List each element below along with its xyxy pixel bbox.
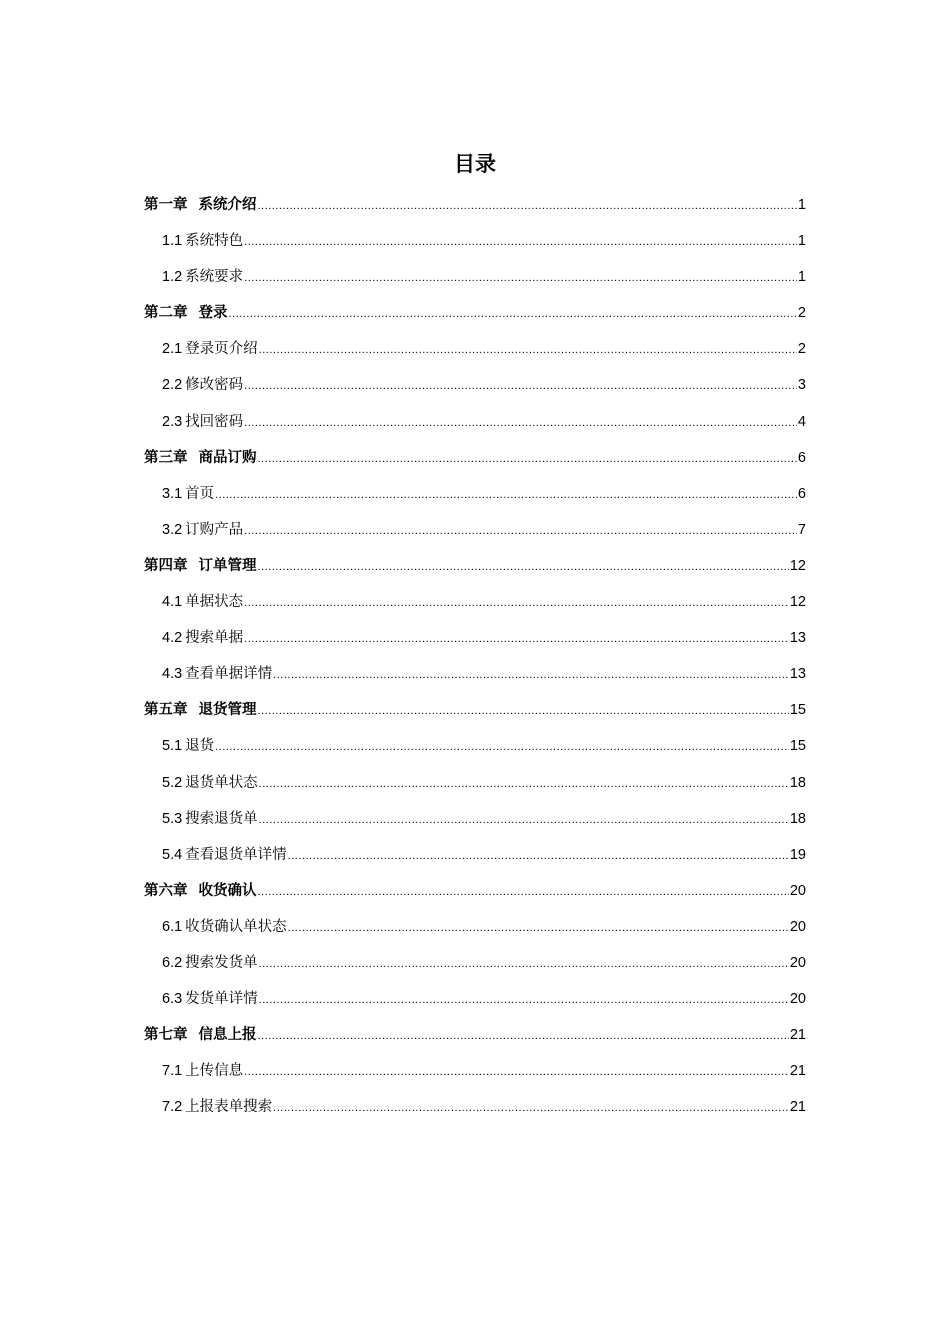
dot-leader: [258, 441, 797, 477]
toc-entry-label: [162, 656, 272, 692]
toc-entry-number: 7.2: [162, 1099, 183, 1116]
toc-section-entry[interactable]: [144, 1053, 806, 1089]
toc-entry-label: [162, 837, 287, 873]
toc-section-entry[interactable]: [144, 584, 806, 620]
toc-entry-page-number: 1: [797, 197, 806, 213]
toc-entry-label: [162, 981, 258, 1017]
dot-leader: [258, 188, 797, 224]
toc-entry-title: 上报表单搜索: [185, 1099, 273, 1116]
toc-entry-label: [144, 548, 257, 584]
toc-section-entry[interactable]: [144, 765, 806, 801]
toc-entry-title: 系统要求: [185, 269, 244, 286]
dot-leader: [244, 621, 789, 657]
dot-leader: [288, 838, 789, 874]
toc-entry-number: 第四章: [144, 557, 188, 574]
toc-entry-title: 登录页介绍: [185, 341, 258, 358]
toc-chapter-entry[interactable]: [144, 692, 806, 728]
dot-leader: [259, 766, 789, 802]
toc-entry-page-number: 2: [797, 305, 806, 322]
toc-entry-label: [162, 801, 258, 837]
table-of-contents: [144, 187, 806, 1125]
toc-entry-page-number: 21: [789, 1063, 806, 1080]
toc-section-entry[interactable]: [144, 981, 806, 1017]
toc-entry-number: 第三章: [144, 449, 188, 466]
toc-section-entry[interactable]: [144, 1089, 806, 1125]
toc-section-entry[interactable]: [144, 837, 806, 873]
toc-entry-number: 第五章: [144, 702, 188, 719]
toc-section-entry[interactable]: [144, 331, 806, 367]
toc-title: 目录: [454, 152, 496, 176]
toc-entry-label: [162, 620, 243, 656]
toc-entry-label: [144, 187, 257, 223]
dot-leader: [258, 549, 789, 585]
toc-entry-label: [162, 512, 243, 548]
toc-entry-title: 系统特色: [185, 233, 244, 250]
toc-entry-page-number: 12: [789, 594, 806, 611]
dot-leader: [244, 585, 789, 621]
toc-entry-page-number: 1: [797, 233, 806, 250]
toc-chapter-entry[interactable]: [144, 187, 806, 223]
toc-entry-page-number: 3: [797, 377, 806, 394]
dot-leader: [244, 368, 797, 404]
toc-entry-title: 首页: [185, 485, 215, 502]
toc-entry-page-number: 1: [797, 269, 806, 286]
toc-entry-number: 第七章: [144, 1027, 188, 1044]
toc-entry-title: 修改密码: [185, 377, 244, 394]
toc-entry-title: 退货: [185, 738, 215, 755]
toc-entry-page-number: 21: [789, 1027, 806, 1044]
toc-entry-title: 商品订购: [198, 449, 257, 466]
toc-entry-title: 查看退货单详情: [185, 846, 287, 863]
toc-entry-number: 4.2: [162, 630, 183, 647]
toc-entry-label: [144, 440, 257, 476]
toc-entry-page-number: 6: [797, 485, 806, 502]
dot-leader: [259, 332, 797, 368]
toc-entry-number: 7.1: [162, 1063, 183, 1080]
toc-entry-title: 收货确认: [198, 882, 257, 899]
toc-entry-title: 退货单状态: [185, 774, 258, 791]
toc-entry-label: [162, 1053, 243, 1089]
toc-entry-number: 5.1: [162, 738, 183, 755]
toc-section-entry[interactable]: [144, 404, 806, 440]
toc-entry-title: 发货单详情: [185, 991, 258, 1008]
dot-leader: [244, 224, 797, 260]
toc-entry-title: 上传信息: [185, 1063, 244, 1080]
dot-leader: [215, 477, 797, 513]
toc-entry-page-number: 7: [797, 521, 806, 538]
dot-leader: [273, 1090, 789, 1126]
toc-chapter-entry[interactable]: [144, 548, 806, 584]
toc-entry-page-number: 13: [789, 630, 806, 647]
toc-chapter-entry[interactable]: [144, 440, 806, 476]
toc-entry-label: [162, 945, 258, 981]
dot-leader: [259, 946, 789, 982]
toc-entry-number: 4.1: [162, 594, 183, 611]
toc-chapter-entry[interactable]: [144, 873, 806, 909]
toc-section-entry[interactable]: [144, 476, 806, 512]
dot-leader: [244, 405, 797, 441]
toc-chapter-entry[interactable]: [144, 295, 806, 331]
toc-entry-page-number: 18: [789, 774, 806, 791]
toc-entry-title: 订购产品: [185, 521, 244, 538]
toc-entry-page-number: 20: [789, 991, 806, 1008]
toc-entry-number: 第六章: [144, 882, 188, 899]
toc-entry-number: 6.3: [162, 991, 183, 1008]
toc-entry-title: 单据状态: [185, 594, 244, 611]
toc-entry-page-number: 13: [789, 666, 806, 683]
toc-entry-label: [162, 476, 214, 512]
dot-leader: [288, 910, 789, 946]
toc-entry-number: 1.2: [162, 269, 183, 286]
toc-entry-title: 系统介绍: [198, 197, 257, 213]
toc-entry-page-number: 15: [789, 702, 806, 719]
toc-entry-page-number: 21: [789, 1099, 806, 1116]
toc-entry-page-number: 6: [797, 449, 806, 466]
toc-entry-title: 查看单据详情: [185, 666, 273, 683]
toc-entry-number: 5.3: [162, 810, 183, 827]
toc-section-entry[interactable]: [144, 512, 806, 548]
toc-entry-label: [144, 1017, 257, 1053]
toc-entry-page-number: 2: [797, 341, 806, 358]
dot-leader: [244, 260, 797, 296]
toc-entry-number: 6.2: [162, 954, 183, 971]
toc-entry-title: 搜索单据: [185, 630, 244, 647]
toc-section-entry[interactable]: [144, 945, 806, 981]
toc-section-entry[interactable]: [144, 620, 806, 656]
toc-section-entry[interactable]: [144, 909, 806, 945]
toc-entry-label: [162, 728, 214, 764]
toc-entry-number: 5.2: [162, 774, 183, 791]
dot-leader: [273, 657, 789, 693]
toc-entry-label: [162, 404, 243, 440]
toc-entry-number: 第二章: [144, 305, 188, 322]
toc-entry-page-number: 19: [789, 846, 806, 863]
toc-entry-title: 搜索退货单: [185, 810, 258, 827]
toc-entry-label: [162, 1089, 272, 1125]
toc-entry-number: 3.1: [162, 485, 183, 502]
toc-entry-page-number: 15: [789, 738, 806, 755]
toc-entry-number: 2.2: [162, 377, 183, 394]
toc-entry-title: 订单管理: [198, 557, 257, 574]
dot-leader: [229, 296, 797, 332]
toc-entry-number: 第一章: [144, 197, 188, 213]
toc-entry-number: 3.2: [162, 521, 183, 538]
toc-entry-label: [162, 367, 243, 403]
toc-section-entry[interactable]: [144, 259, 806, 295]
toc-section-entry[interactable]: [144, 801, 806, 837]
toc-entry-label: [162, 331, 258, 367]
dot-leader: [259, 982, 789, 1018]
toc-entry-page-number: 20: [789, 954, 806, 971]
dot-leader: [258, 874, 789, 910]
toc-section-entry[interactable]: [144, 656, 806, 692]
toc-entry-label: [162, 765, 258, 801]
toc-entry-page-number: 4: [797, 413, 806, 430]
toc-entry-label: [144, 692, 257, 728]
toc-entry-number: 4.3: [162, 666, 183, 683]
toc-entry-title: 登录: [198, 305, 228, 322]
dot-leader: [259, 802, 789, 838]
dot-leader: [244, 513, 797, 549]
toc-entry-page-number: 12: [789, 557, 806, 574]
toc-entry-page-number: 20: [789, 882, 806, 899]
toc-section-entry[interactable]: [144, 223, 806, 259]
toc-entry-title: 搜索发货单: [185, 954, 258, 971]
toc-section-entry[interactable]: [144, 367, 806, 403]
toc-entry-label: [162, 584, 243, 620]
toc-chapter-entry[interactable]: [144, 1017, 806, 1053]
toc-entry-label: [162, 909, 287, 945]
toc-entry-number: 5.4: [162, 846, 183, 863]
dot-leader: [215, 729, 789, 765]
toc-entry-number: 2.1: [162, 341, 183, 358]
dot-leader: [258, 693, 789, 729]
toc-entry-number: 6.1: [162, 918, 183, 935]
toc-entry-number: 1.1: [162, 233, 183, 250]
toc-section-entry[interactable]: [144, 728, 806, 764]
toc-entry-page-number: 18: [789, 810, 806, 827]
toc-entry-title: 找回密码: [185, 413, 244, 430]
toc-entry-title: 退货管理: [198, 702, 257, 719]
toc-entry-number: 2.3: [162, 413, 183, 430]
toc-entry-label: [144, 873, 257, 909]
dot-leader: [258, 1018, 789, 1054]
toc-entry-title: 收货确认单状态: [185, 918, 287, 935]
toc-entry-page-number: 20: [789, 918, 806, 935]
toc-entry-title: 信息上报: [198, 1027, 257, 1044]
toc-entry-label: [144, 295, 228, 331]
toc-entry-label: [162, 223, 243, 259]
toc-entry-label: [162, 259, 243, 295]
dot-leader: [244, 1054, 789, 1090]
